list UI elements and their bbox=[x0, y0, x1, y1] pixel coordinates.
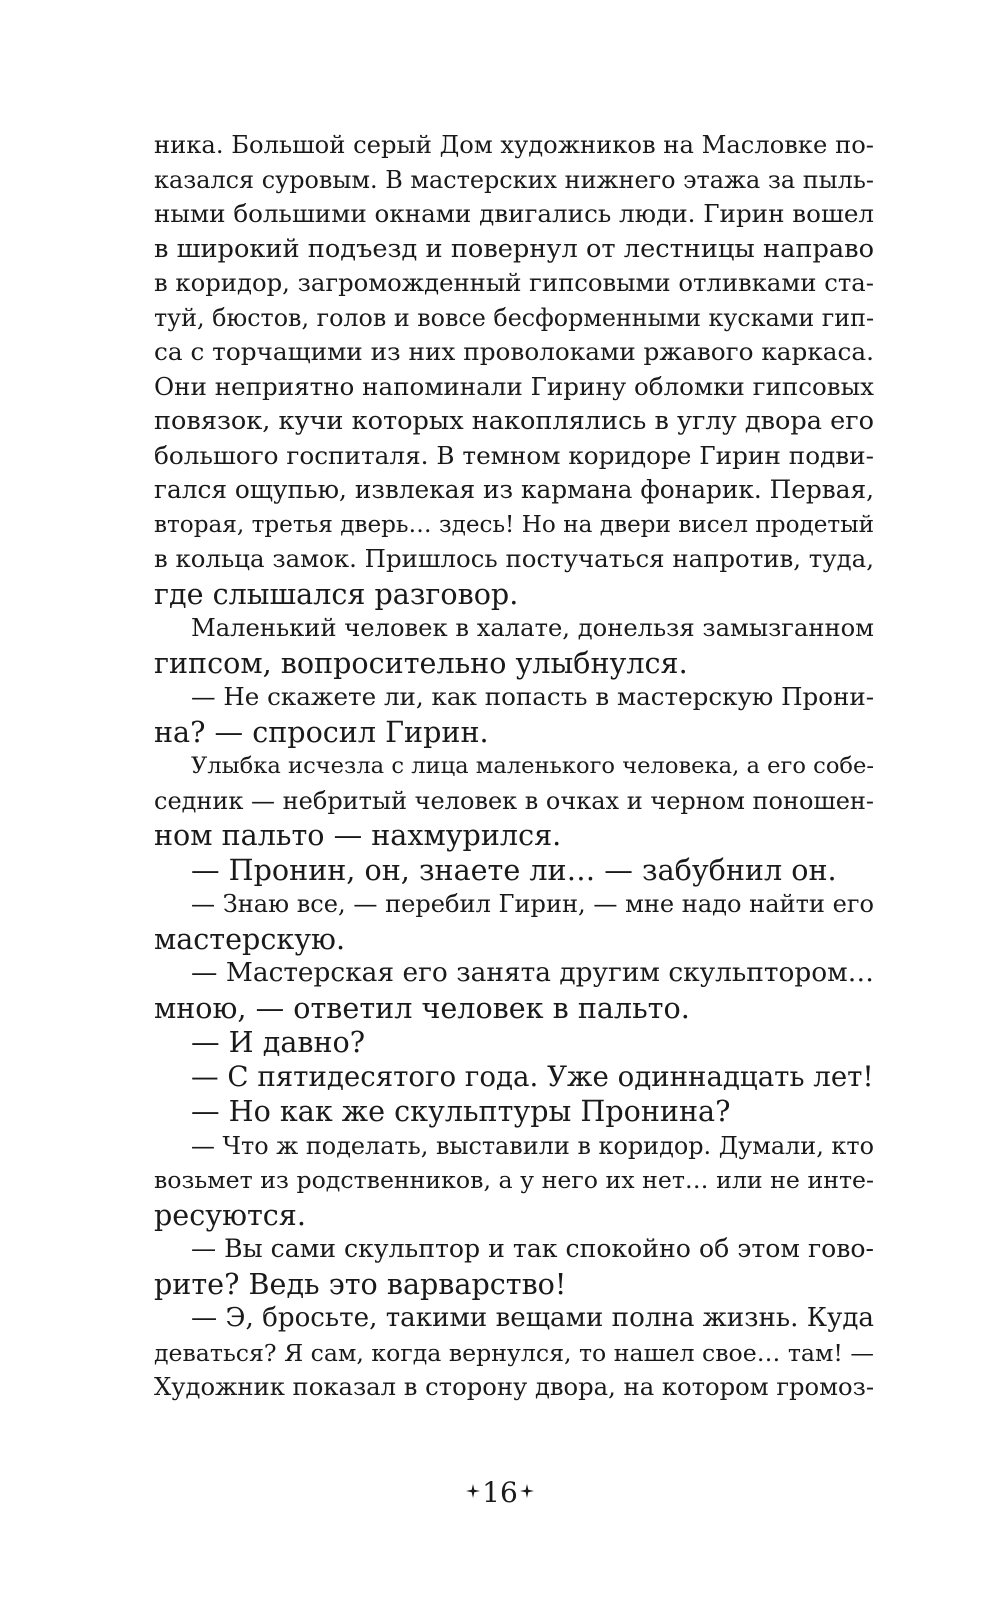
text-line: — Э, бросьте, такими вещами полна жизнь. Куда bbox=[191, 1303, 874, 1333]
text-line: ника. Большой серый Дом художников на Масловке по- bbox=[154, 131, 874, 159]
text-line: на? — спросил Гирин. bbox=[154, 714, 489, 749]
text-line: мастерскую. bbox=[154, 921, 346, 956]
text-line: вторая, третья дверь… здесь! Но на двери висел продетый bbox=[154, 511, 874, 538]
text-line: — Что ж поделать, выставили в коридор. Думали, кто bbox=[191, 1131, 874, 1160]
four-point-star-icon bbox=[466, 1484, 480, 1498]
text-line: казался суровым. В мастерских нижнего этажа за пыль- bbox=[154, 165, 874, 194]
text-line: Улыбка исчезла с лица маленького человека, а его собе- bbox=[191, 753, 874, 779]
text-line: — Не скажете ли, как попасть в мастерскую Прони- bbox=[191, 682, 874, 711]
text-line: Они неприятно напоминали Гирину обломки гипсовых bbox=[154, 371, 874, 401]
four-point-star-icon bbox=[520, 1484, 534, 1498]
text-line: возьмет из родственников, а у него их нет… или не инте- bbox=[154, 1166, 874, 1194]
text-line: — Знаю все, — перебил Гирин, — мне надо найти его bbox=[191, 890, 874, 918]
text-line: Художник показал в сторону двора, на котором громоз- bbox=[154, 1372, 875, 1401]
text-line: Маленький человек в халате, донельзя замызганном bbox=[191, 614, 874, 642]
text-line: — Пронин, он, знаете ли… — забубнил он. bbox=[191, 852, 837, 887]
text-line: — И давно? bbox=[191, 1025, 366, 1059]
text-line: в коридор, загроможденный гипсовыми отливками ста- bbox=[154, 268, 874, 297]
text-line: — Вы сами скульптор и так спокойно об этом гово- bbox=[191, 1234, 874, 1263]
text-line: — С пятидесятого года. Уже одиннадцать лет! bbox=[191, 1059, 874, 1093]
text-line: в широкий подъезд и повернул от лестницы направо bbox=[154, 233, 874, 264]
text-line: гался ощупью, извлекая из кармана фонарик. Первая, bbox=[154, 475, 874, 504]
text-line: рите? Ведь это варварство! bbox=[154, 1266, 567, 1301]
text-line: гипсом, вопросительно улыбнулся. bbox=[154, 645, 688, 680]
text-line: мною, — ответил человек в пальто. bbox=[154, 990, 690, 1025]
page-number: 16 bbox=[482, 1475, 518, 1509]
text-line: где слышался разговор. bbox=[154, 576, 519, 611]
text-line: туй, бюстов, голов и вовсе бесформенными кусками гип- bbox=[154, 303, 874, 332]
text-line: — Но как же скульптуры Пронина? bbox=[191, 1094, 731, 1128]
text-line: ными большими окнами двигались люди. Гирин вошел bbox=[154, 199, 874, 228]
text-line: ном пальто — нахмурился. bbox=[154, 818, 562, 852]
body-text bbox=[154, 128, 874, 1405]
text-line: са с торчащими из них проволоками ржавого каркаса. bbox=[154, 337, 874, 366]
text-line: повязок, кучи которых накоплялись в углу двора его bbox=[154, 406, 874, 436]
text-line: ресуются. bbox=[154, 1197, 306, 1232]
text-line: в кольца замок. Пришлось постучаться напротив, туда, bbox=[154, 544, 874, 573]
text-line: — Мастерская его занята другим скульптором… bbox=[191, 958, 874, 988]
text-line: большого госпиталя. В темном коридоре Гирин подви- bbox=[154, 440, 874, 470]
text-line: деваться? Я сам, когда вернулся, то нашел свое… там! — bbox=[154, 1338, 874, 1367]
text-line: седник — небритый человек в очках и черном поношен- bbox=[154, 786, 875, 815]
page-number-footer bbox=[0, 1474, 1000, 1510]
